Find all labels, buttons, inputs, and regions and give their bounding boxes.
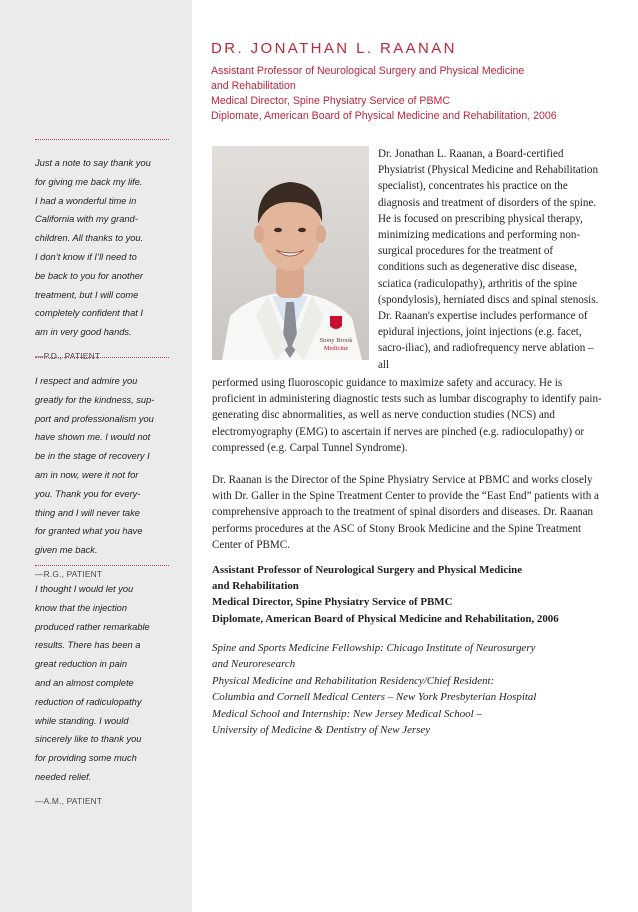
roles-list [212, 562, 612, 627]
header-title-line: and Rehabilitation [211, 80, 296, 92]
dotted-divider [35, 565, 169, 566]
role-line: Diplomate, American Board of Physical Medicine and Rehabilitation, 2006 [212, 612, 559, 625]
education-line: Physical Medicine and Rehabilitation Residency/Chief Resident: [212, 674, 495, 687]
role-line: Medical Director, Spine Physiatry Service of PBMC [212, 596, 453, 609]
education-line: University of Medicine & Dentistry of New Jersey [212, 724, 431, 737]
role-line: and Rehabilitation [212, 580, 299, 593]
logo-text-line2: Medicine [323, 345, 349, 352]
testimonial-attribution: —A.M., PATIENT [35, 795, 103, 806]
stony-brook-logo-icon [330, 316, 342, 329]
bio-paragraph-continued: performed using fluoroscopic guidance to maximize safety and accuracy. He is proficient in administering diagnostic tests such as lumbar discography to identify pain-generating disc abnormalities, as well as nerve conduction studies (NCS) and electromyography (EMG) to ascertain if nerves are pinched (e.g. radioculopathy) or compressed (e.g. Carpal Tunnel Syndrome). [212, 377, 602, 454]
portrait-illustration [212, 146, 369, 360]
header-title-line: Assistant Professor of Neurological Surgery and Physical Medicine [211, 65, 525, 77]
education-line: Columbia and Cornell Medical Centers – New York Presbyterian Hospital [212, 691, 537, 704]
education-line: Spine and Sports Medicine Fellowship: Chicago Institute of Neurosurgery [212, 642, 536, 654]
header-title-line: Medical Director, Spine Physiatry Service of PBMC [211, 95, 451, 107]
doctor-portrait [212, 146, 369, 360]
dotted-divider [35, 139, 169, 140]
logo-text-line1: Stony Brook [319, 337, 353, 344]
header-title-line: Diplomate, American Board of Physical Medicine and Rehabilitation, 2006 [211, 110, 557, 122]
testimonial-attribution: —R.G., PATIENT [35, 568, 103, 579]
testimonial-quote: Just a note to say thank you for giving me back my life. I had a wonderful time in California with my grand- children. All thanks to you. I don’t know if I’ll need to be back to you for another treatment, but I will come completely confident that I am in very good hands. [35, 158, 151, 338]
doctor-name: DR. JONATHAN L. RAANAN [211, 40, 457, 57]
education-line: and Neuroresearch [212, 658, 296, 671]
education-list [212, 640, 612, 738]
testimonial-quote: I respect and admire you greatly for the kindness, sup- port and professionalism you have shown me. I would not be in the stage of recovery I am in now, were it not for you. Thank you for every- thing and I will never take for granted what you have given me back. [35, 376, 155, 556]
bio-paragraph-2: Dr. Raanan is the Director of the Spine Physiatry Service at PBMC and works closely with Dr. Galler in the Spine Treatment Center to provide the “East End” patients with a comprehensive approach to the treatment of spinal disorders and diseases. Dr. Raanan performs procedures at the ASC of Stony Brook Medicine and the Spine Treatment Center of PBMC. [212, 474, 599, 551]
testimonial-3 [35, 565, 175, 806]
testimonial-1 [35, 139, 175, 361]
bio-paragraph-intro: Dr. Jonathan L. Raanan, a Board-certified Physiatrist (Physical Medicine and Rehabilitation specialist), concentrates his practice on the diagnosis and treatment of disorders of the spine. He is focused on prescribing physical therapy, minimizing medications and performing non-surgical procedures for the treatment of conditions such as degenerative disc disease, sciatica (radiculopathy), arthritis of the spine (spondylosis), herniated discs and spinal stenosis. Dr. Raanan's expertise includes performance of epidural injections, joint injections (e.g. facet, sacro-iliac), and radiofrequency nerve ablation – all [378, 148, 599, 371]
testimonial-sidebar [0, 0, 192, 912]
role-line: Assistant Professor of Neurological Surgery and Physical Medicine [212, 564, 523, 576]
education-line: Medical School and Internship: New Jersey Medical School – [212, 707, 482, 720]
page-header [211, 40, 611, 124]
testimonial-quote: I thought I would let you know that the injection produced rather remarkable results. There has been a great reduction in pain and an almost complete reduction of radiculopathy while standing. I would sincerely like to thank you for providing some much needed relief. [35, 584, 150, 782]
testimonial-attribution: —P.D., PATIENT [35, 350, 101, 361]
testimonial-2 [35, 357, 175, 579]
dotted-divider [35, 357, 169, 358]
